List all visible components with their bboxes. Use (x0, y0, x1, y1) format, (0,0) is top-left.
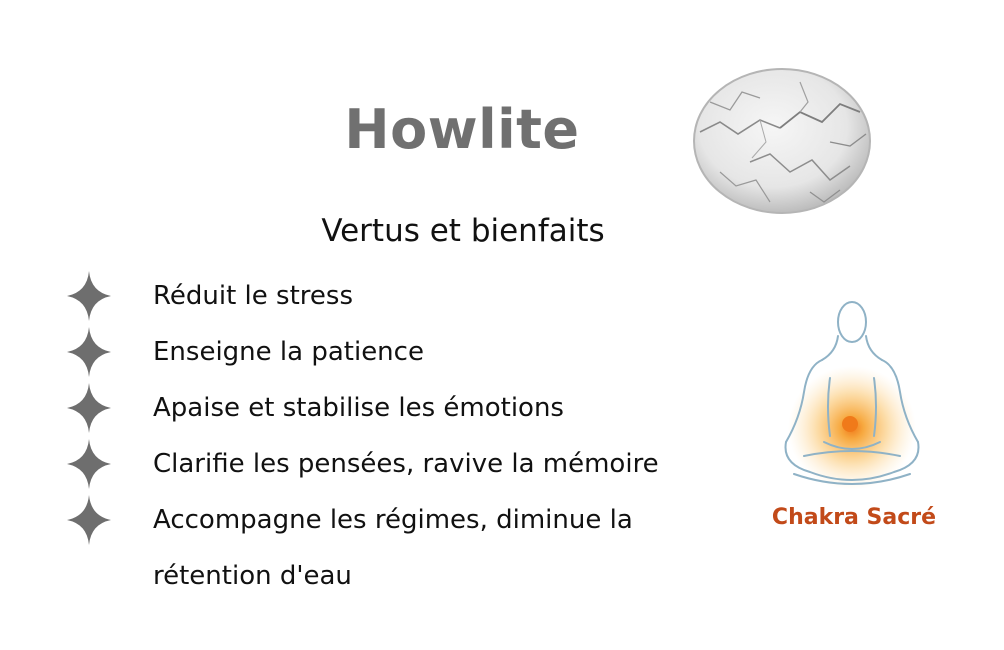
howlite-stone-image (690, 62, 874, 218)
subtitle: Vertus et bienfaits (321, 213, 605, 249)
benefits-list (153, 268, 733, 604)
four-point-star-icon (67, 327, 111, 377)
page-title: Howlite (344, 98, 580, 161)
four-point-star-icon (67, 271, 111, 321)
meditating-figure-icon (764, 296, 942, 498)
benefit-item: Apaise et stabilise les émotions (153, 393, 564, 423)
four-point-star-icon (67, 495, 111, 545)
four-point-star-icon (67, 439, 111, 489)
benefit-item: Enseigne la patience (153, 337, 424, 367)
benefit-item: rétention d'eau (153, 561, 352, 591)
benefit-item: Clarifie les pensées, ravive la mémoire (153, 449, 659, 479)
chakra-label: Chakra Sacré (771, 505, 937, 530)
four-point-star-icon (67, 383, 111, 433)
benefit-item: Réduit le stress (153, 281, 353, 311)
bullet-stars (62, 268, 116, 548)
benefit-item: Accompagne les régimes, diminue la (153, 505, 633, 535)
